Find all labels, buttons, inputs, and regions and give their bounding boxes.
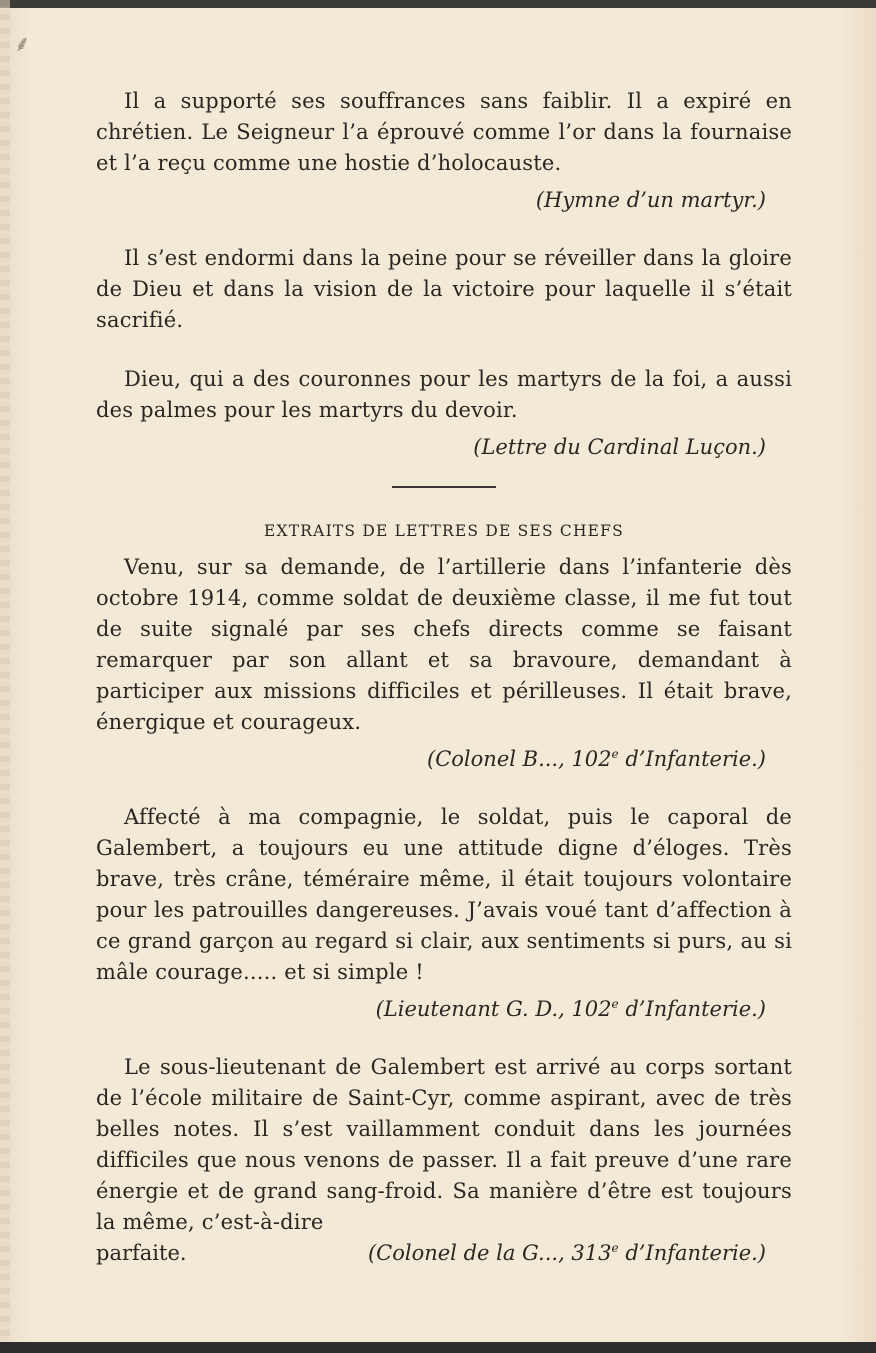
closing-word: parfaite. [96,1241,187,1265]
paragraph-endormi: Il s’est endormi dans la peine pour se réveiller dans la gloire de Dieu et dans la vision de la victoire pour laquelle il s’était sacrifié. [96,246,792,332]
page-left-edge [0,0,10,1353]
text-column [96,86,792,1269]
paragraph-sous-lieutenant: Le sous-lieutenant de Galembert est arrivé au corps sortant de l’école militaire de Saint-Cyr, comme aspirant, avec de très belles notes. Il s’est vaillamment conduit dans les journées difficiles que nous venons de passer. Il a fait preuve d’une rare énergie et de grand sang-froid. Sa manière d’être est toujours la même, c’est-à-dire [96,1055,792,1234]
paragraph-lieutenant: Affecté à ma compagnie, le soldat, puis le caporal de Galembert, a toujours eu une attitude digne d’éloges. Très brave, très crâne, téméraire même, il était toujours volontaire pour les patrouilles dangereuses. J’avais voué tant d’affection à ce grand garçon au regard si clair, aux sentiments si purs, au si mâle courage..... et si simple ! [96,805,792,984]
closing-line [96,1238,792,1269]
attribution-colonel-g: (Colonel de la G..., 313e d’Infanterie.) [367,1241,766,1265]
section-heading: EXTRAITS DE LETTRES DE SES CHEFS [264,522,624,540]
pencil-mark-icon: ⸙ [14,32,31,57]
paragraph-couronnes: Dieu, qui a des couronnes pour les martyrs de la foi, a aussi des palmes pour les martyrs du devoir. [96,367,792,422]
attribution-colonel-b: (Colonel B..., 102e d’Infanterie.) [427,747,766,771]
paragraph-colonel-b: Venu, sur sa demande, de l’artillerie dans l’infanterie dès octobre 1914, comme soldat de deuxième classe, il me fut tout de suite signalé par ses chefs directs comme se faisant remarquer par son allant et sa bravoure, demandant à participer aux missions difficiles et périlleuses. Il était brave, énergique et courageux. [96,555,792,734]
page-top-edge [0,0,876,8]
attribution-hymne: (Hymne d’un martyr.) [535,188,766,212]
attribution-lieutenant: (Lieutenant G. D., 102e d’Infanterie.) [375,997,766,1021]
paragraph-hymne: Il a supporté ses souffrances sans faiblir. Il a expiré en chrétien. Le Seigneur l’a éprouvé comme l’or dans la fournaise et l’a reçu comme une hostie d’holocauste. [96,89,792,175]
attribution-cardinal: (Lettre du Cardinal Luçon.) [473,435,766,459]
page-bottom-edge [0,1342,876,1353]
section-divider [392,486,496,488]
